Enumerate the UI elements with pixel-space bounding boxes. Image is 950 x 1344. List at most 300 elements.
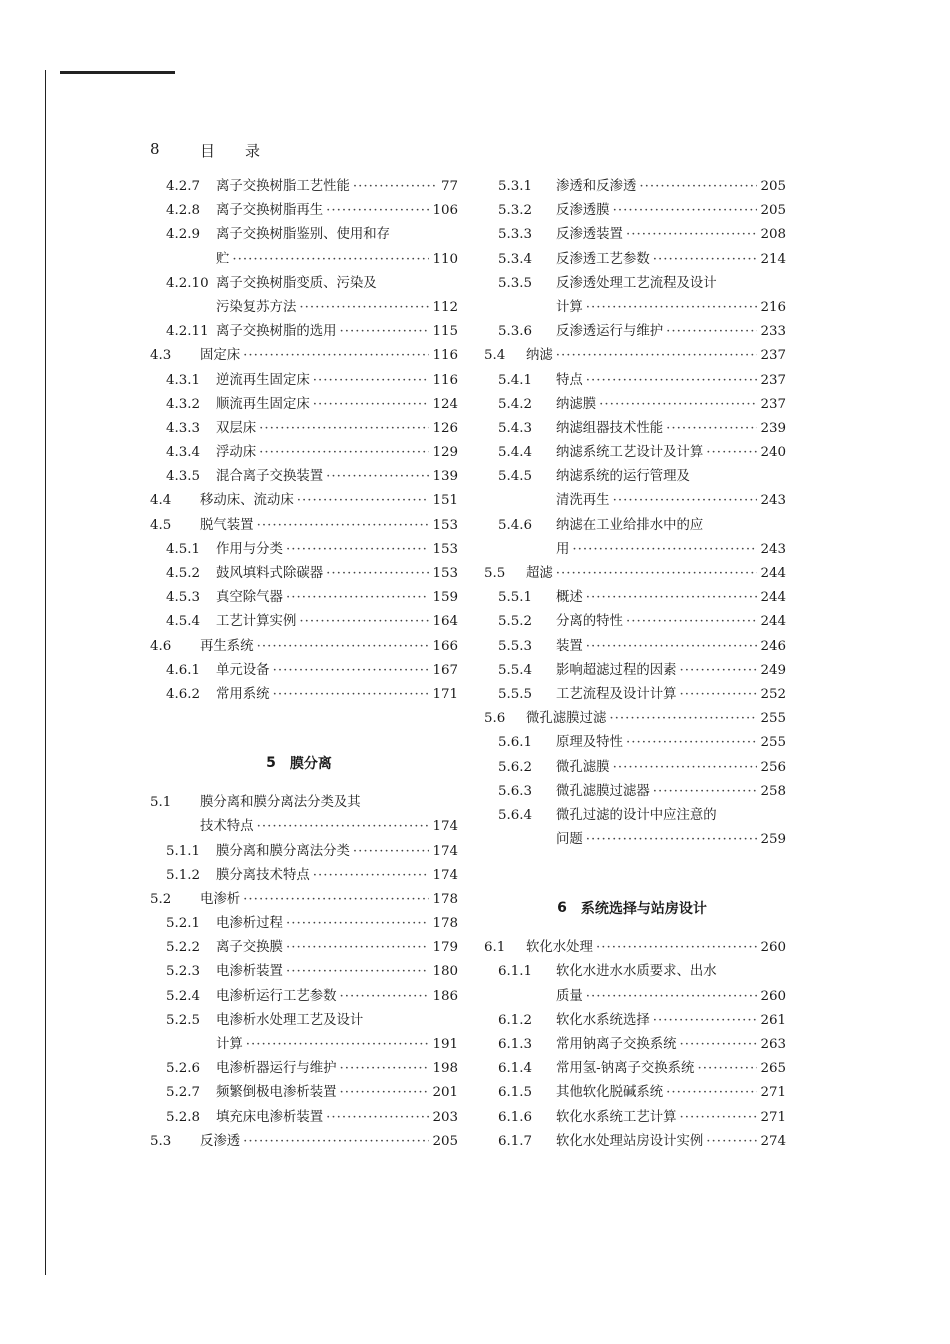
entry-body bbox=[556, 441, 786, 465]
leader-dots bbox=[586, 639, 758, 654]
leader-dots bbox=[313, 397, 430, 412]
entry-line bbox=[556, 1057, 786, 1081]
toc-entry[interactable] bbox=[140, 1057, 458, 1081]
section-title: 反渗透膜 bbox=[556, 203, 610, 219]
entry-line bbox=[556, 985, 786, 1009]
entry-line bbox=[216, 960, 458, 984]
entry-line bbox=[216, 199, 458, 223]
entry-body bbox=[200, 888, 458, 912]
toc-entry[interactable] bbox=[140, 199, 458, 223]
section-title: 常用系统 bbox=[216, 686, 270, 702]
entry-line bbox=[556, 465, 786, 489]
toc-entry[interactable] bbox=[140, 586, 458, 610]
toc-left-column bbox=[140, 175, 458, 1154]
toc-entry[interactable] bbox=[140, 791, 458, 839]
entry-body bbox=[556, 1081, 786, 1105]
entry-line bbox=[556, 393, 786, 417]
toc-entry[interactable] bbox=[140, 912, 458, 936]
section-number: 4.3.5 bbox=[166, 469, 201, 485]
entry-body bbox=[556, 320, 786, 344]
toc-entry[interactable] bbox=[478, 960, 786, 1008]
leader-dots bbox=[257, 518, 430, 533]
section-title: 反渗透处理工艺流程及设计 bbox=[556, 275, 717, 291]
section-number: 5.1.1 bbox=[166, 843, 201, 859]
entry-body bbox=[556, 960, 786, 1008]
leader-dots bbox=[353, 844, 430, 859]
leader-dots bbox=[232, 252, 429, 267]
section-title: 影响超滤过程的因素 bbox=[556, 662, 677, 678]
leader-dots bbox=[286, 964, 429, 979]
entry-body bbox=[556, 635, 786, 659]
entry-body bbox=[216, 1081, 458, 1105]
entry-body bbox=[556, 223, 786, 247]
toc-entry[interactable] bbox=[140, 320, 458, 344]
toc-entry[interactable] bbox=[478, 393, 786, 417]
page-ref: 112 bbox=[432, 299, 458, 315]
leader-dots bbox=[653, 784, 758, 799]
page-ref: 255 bbox=[760, 735, 786, 751]
entry-line bbox=[556, 514, 786, 538]
entry-line bbox=[200, 344, 458, 368]
section-title: 软化水处理 bbox=[526, 940, 593, 956]
section-number: 4.2.8 bbox=[166, 203, 201, 219]
entry-body bbox=[556, 393, 786, 417]
toc-entry[interactable] bbox=[140, 175, 458, 199]
section-number: 5.2.2 bbox=[166, 940, 201, 956]
entry-body bbox=[216, 465, 458, 489]
page-ref: 153 bbox=[432, 566, 458, 581]
section-title: 贮 bbox=[216, 251, 230, 267]
page-ref: 201 bbox=[432, 1085, 458, 1101]
page-ref: 179 bbox=[432, 940, 458, 956]
toc-entry[interactable] bbox=[140, 683, 458, 707]
entry-body bbox=[216, 538, 458, 562]
page-ref: 126 bbox=[432, 420, 458, 436]
page-ref: 237 bbox=[760, 348, 786, 364]
section-number: 5.5.3 bbox=[498, 638, 533, 654]
page-ref: 171 bbox=[432, 686, 458, 702]
toc-entry[interactable] bbox=[478, 175, 786, 199]
entry-line bbox=[200, 514, 458, 538]
toc-entry[interactable] bbox=[140, 489, 458, 513]
entry-body bbox=[216, 417, 458, 441]
page-ref: 164 bbox=[432, 614, 458, 630]
entry-body bbox=[200, 489, 458, 513]
entry-line bbox=[200, 1130, 458, 1154]
section-title: 双层床 bbox=[216, 420, 257, 436]
section-title: 软化水系统选择 bbox=[556, 1012, 650, 1028]
leader-dots bbox=[273, 663, 430, 678]
chapter-spacer bbox=[478, 852, 786, 880]
page-ref: 239 bbox=[760, 420, 786, 436]
page-ref: 249 bbox=[760, 662, 786, 678]
section-number: 5.3 bbox=[150, 1133, 172, 1149]
page-ref: 258 bbox=[760, 783, 786, 799]
leader-dots bbox=[613, 493, 758, 508]
section-number: 4.6 bbox=[150, 638, 172, 654]
toc-entry[interactable] bbox=[478, 586, 786, 610]
leader-dots bbox=[680, 1037, 758, 1052]
page-ref: 178 bbox=[432, 891, 458, 907]
page-ref: 246 bbox=[760, 638, 786, 654]
entry-body bbox=[556, 756, 786, 780]
toc-entry[interactable] bbox=[478, 344, 786, 368]
entry-line bbox=[216, 1009, 458, 1033]
entry-body bbox=[216, 610, 458, 634]
leader-dots bbox=[586, 989, 758, 1004]
section-number: 4.3.1 bbox=[166, 372, 201, 388]
toc-entry[interactable] bbox=[478, 804, 786, 852]
top-rule bbox=[60, 71, 175, 74]
entry-body bbox=[526, 707, 786, 731]
page-ref: 252 bbox=[760, 686, 786, 702]
entry-line bbox=[216, 1033, 458, 1057]
toc-entry[interactable] bbox=[140, 840, 458, 864]
toc-entry[interactable] bbox=[140, 562, 458, 586]
entry-body bbox=[216, 912, 458, 936]
toc-entry[interactable] bbox=[140, 864, 458, 888]
toc-entry[interactable] bbox=[140, 393, 458, 417]
leader-dots bbox=[340, 989, 430, 1004]
toc-entry[interactable] bbox=[140, 417, 458, 441]
section-number: 4.2.10 bbox=[166, 275, 209, 291]
toc-entry[interactable] bbox=[478, 1057, 786, 1081]
entry-line bbox=[216, 840, 458, 864]
entry-body bbox=[526, 344, 786, 368]
leader-dots bbox=[257, 639, 430, 654]
entry-line bbox=[216, 175, 458, 199]
toc-entry[interactable] bbox=[478, 756, 786, 780]
page-ref: 214 bbox=[760, 251, 786, 267]
section-title: 浮动床 bbox=[216, 445, 257, 461]
toc-entry[interactable] bbox=[478, 1081, 786, 1105]
toc-entry[interactable] bbox=[478, 199, 786, 223]
entry-line bbox=[216, 465, 458, 489]
section-title: 真空除气器 bbox=[216, 590, 283, 606]
toc-entry[interactable] bbox=[478, 936, 786, 960]
section-title: 频繁倒极电渗析装置 bbox=[216, 1085, 337, 1101]
entry-body bbox=[216, 393, 458, 417]
toc-entry[interactable] bbox=[140, 659, 458, 683]
leader-dots bbox=[666, 421, 757, 436]
toc-entry[interactable] bbox=[140, 538, 458, 562]
toc-entry[interactable] bbox=[478, 320, 786, 344]
section-number: 6.1 bbox=[484, 940, 506, 956]
leader-dots bbox=[297, 493, 430, 508]
page-ref: 205 bbox=[760, 203, 786, 219]
toc-entry[interactable] bbox=[140, 441, 458, 465]
entry-body bbox=[216, 272, 458, 320]
entry-line bbox=[556, 960, 786, 984]
entry-line bbox=[556, 441, 786, 465]
entry-body bbox=[556, 1130, 786, 1154]
entry-line bbox=[556, 731, 786, 755]
entry-body bbox=[200, 791, 458, 839]
entry-body bbox=[200, 514, 458, 538]
entry-body bbox=[556, 804, 786, 852]
chapter-number: 5 bbox=[266, 755, 276, 772]
leader-dots bbox=[299, 614, 429, 629]
page-ref: 124 bbox=[432, 396, 458, 412]
toc-entry[interactable] bbox=[478, 417, 786, 441]
entry-line bbox=[216, 864, 458, 888]
page-ref: 271 bbox=[760, 1085, 786, 1101]
section-number: 5.5 bbox=[484, 566, 506, 581]
toc-entry[interactable] bbox=[478, 272, 786, 320]
section-title: 离子交换树脂的选用 bbox=[216, 324, 337, 340]
page-ref: 174 bbox=[432, 819, 458, 835]
entry-line bbox=[556, 1130, 786, 1154]
section-title: 分离的特性 bbox=[556, 614, 623, 630]
leader-dots bbox=[626, 227, 757, 242]
section-title: 离子交换膜 bbox=[216, 940, 283, 956]
toc-entry[interactable] bbox=[478, 248, 786, 272]
page-ref: 191 bbox=[432, 1037, 458, 1052]
page-ref: 260 bbox=[760, 988, 786, 1004]
entry-body bbox=[216, 840, 458, 864]
entry-line bbox=[556, 417, 786, 441]
section-title: 离子交换树脂工艺性能 bbox=[216, 179, 350, 194]
entry-line bbox=[526, 936, 786, 960]
toc-entry[interactable] bbox=[478, 731, 786, 755]
section-title: 膜分离和膜分离法分类及其 bbox=[200, 795, 361, 811]
chapter-title: 系统选择与站房设计 bbox=[580, 901, 707, 918]
leader-dots bbox=[599, 397, 757, 412]
section-number: 4.6.2 bbox=[166, 686, 201, 702]
toc-entry[interactable] bbox=[140, 936, 458, 960]
entry-body bbox=[556, 1009, 786, 1033]
toc-entry[interactable] bbox=[140, 985, 458, 1009]
toc-entry[interactable] bbox=[140, 272, 458, 320]
section-title: 常用钠离子交换系统 bbox=[556, 1037, 677, 1052]
toc-entry[interactable] bbox=[140, 610, 458, 634]
section-title: 反渗透运行与维护 bbox=[556, 324, 664, 340]
page-ref: 244 bbox=[760, 614, 786, 630]
leader-dots bbox=[556, 348, 758, 363]
leader-dots bbox=[697, 1061, 757, 1076]
section-number: 5.2.7 bbox=[166, 1085, 201, 1101]
leader-dots bbox=[666, 1085, 757, 1100]
toc-entry[interactable] bbox=[140, 960, 458, 984]
section-number: 6.1.6 bbox=[498, 1109, 533, 1125]
leader-dots bbox=[609, 711, 757, 726]
entry-line bbox=[216, 538, 458, 562]
section-number: 4.3.4 bbox=[166, 445, 201, 461]
page-ref: 274 bbox=[760, 1133, 786, 1149]
toc-entry[interactable] bbox=[140, 1009, 458, 1057]
leader-dots bbox=[340, 1061, 430, 1076]
page-ref: 153 bbox=[432, 517, 458, 533]
entry-body bbox=[556, 272, 786, 320]
section-title: 清洗再生 bbox=[556, 493, 610, 509]
entry-body bbox=[556, 175, 786, 199]
page-ref: 166 bbox=[432, 638, 458, 654]
entry-body bbox=[216, 960, 458, 984]
leader-dots bbox=[326, 469, 429, 484]
toc-entry[interactable] bbox=[478, 635, 786, 659]
toc-entry[interactable] bbox=[478, 562, 786, 586]
entry-line bbox=[200, 489, 458, 513]
entry-line bbox=[216, 1057, 458, 1081]
entry-body bbox=[216, 586, 458, 610]
toc-entry[interactable] bbox=[140, 369, 458, 393]
entry-line bbox=[216, 610, 458, 634]
toc-entry[interactable] bbox=[140, 1106, 458, 1130]
page-ref: 263 bbox=[760, 1037, 786, 1052]
section-number: 5.5.5 bbox=[498, 686, 533, 702]
entry-line bbox=[200, 815, 458, 839]
leader-dots bbox=[259, 445, 429, 460]
section-number: 6.1.4 bbox=[498, 1061, 533, 1077]
entry-line bbox=[556, 175, 786, 199]
section-title: 纳滤膜 bbox=[556, 396, 597, 412]
page-ref: 186 bbox=[432, 988, 458, 1004]
section-title: 反渗透工艺参数 bbox=[556, 251, 650, 267]
page-ref: 110 bbox=[432, 251, 458, 267]
section-title: 逆流再生固定床 bbox=[216, 372, 310, 388]
entry-line bbox=[556, 369, 786, 393]
section-title: 纳滤在工业给排水中的应 bbox=[556, 517, 704, 533]
leader-dots bbox=[680, 1110, 758, 1125]
leader-dots bbox=[259, 421, 429, 436]
toc-entry[interactable] bbox=[478, 683, 786, 707]
toc-entry[interactable] bbox=[478, 1130, 786, 1154]
toc-entry[interactable] bbox=[478, 465, 786, 513]
entry-body bbox=[556, 199, 786, 223]
entry-line bbox=[216, 272, 458, 296]
entry-body bbox=[216, 659, 458, 683]
entry-line bbox=[216, 320, 458, 344]
entry-body bbox=[216, 320, 458, 344]
page-ref: 255 bbox=[760, 711, 786, 727]
section-number: 5.5.4 bbox=[498, 662, 533, 678]
page-ref: 244 bbox=[760, 590, 786, 606]
toc-entry[interactable] bbox=[478, 780, 786, 804]
leader-dots bbox=[340, 324, 430, 339]
section-number: 6.1.7 bbox=[498, 1133, 533, 1149]
leader-dots bbox=[340, 1085, 430, 1100]
entry-body bbox=[556, 683, 786, 707]
entry-body bbox=[216, 441, 458, 465]
toc-entry[interactable] bbox=[478, 659, 786, 683]
section-title: 再生系统 bbox=[200, 638, 254, 654]
section-number: 5.4.4 bbox=[498, 445, 533, 461]
page-ref: 216 bbox=[760, 299, 786, 315]
section-number: 5.6.2 bbox=[498, 759, 533, 775]
toc-entry[interactable] bbox=[478, 1106, 786, 1130]
entry-line bbox=[216, 659, 458, 683]
section-title: 离子交换树脂鉴别、使用和存 bbox=[216, 227, 391, 243]
leader-dots bbox=[586, 590, 758, 605]
entry-line bbox=[556, 223, 786, 247]
toc-entry[interactable] bbox=[478, 441, 786, 465]
toc-entry[interactable] bbox=[140, 888, 458, 912]
page-ref: 174 bbox=[432, 843, 458, 859]
entry-body bbox=[216, 683, 458, 707]
entry-line bbox=[526, 562, 786, 586]
section-title: 纳滤 bbox=[526, 348, 553, 364]
section-number: 5.2.5 bbox=[166, 1012, 201, 1028]
toc-entry[interactable] bbox=[478, 1009, 786, 1033]
toc-entry[interactable] bbox=[478, 223, 786, 247]
section-title: 电渗析装置 bbox=[216, 964, 283, 980]
section-title: 软化水进水水质要求、出水 bbox=[556, 964, 717, 980]
section-number: 5.3.6 bbox=[498, 324, 533, 340]
section-number: 5.1.2 bbox=[166, 867, 201, 883]
toc-entry[interactable] bbox=[478, 369, 786, 393]
toc-entry[interactable] bbox=[140, 465, 458, 489]
toc-entry[interactable] bbox=[140, 1130, 458, 1154]
entry-body bbox=[216, 864, 458, 888]
section-number: 4.5.4 bbox=[166, 614, 201, 630]
entry-line bbox=[526, 707, 786, 731]
page-ref: 271 bbox=[760, 1109, 786, 1125]
page-ref: 205 bbox=[760, 179, 786, 194]
leader-dots bbox=[243, 348, 429, 363]
section-title: 离子交换树脂再生 bbox=[216, 203, 324, 219]
toc-entry[interactable] bbox=[140, 1081, 458, 1105]
section-title: 概述 bbox=[556, 590, 583, 606]
leader-dots bbox=[286, 916, 429, 931]
section-number: 5.4.6 bbox=[498, 517, 533, 533]
section-number: 6.1.5 bbox=[498, 1085, 533, 1101]
section-number: 5.2.6 bbox=[166, 1061, 201, 1077]
section-number: 5.3.2 bbox=[498, 203, 533, 219]
toc-entry[interactable] bbox=[478, 1033, 786, 1057]
leader-dots bbox=[326, 1110, 429, 1125]
toc-entry[interactable] bbox=[140, 344, 458, 368]
section-number: 4.5.1 bbox=[166, 541, 201, 557]
leader-dots bbox=[626, 735, 757, 750]
leader-dots bbox=[706, 445, 757, 460]
entry-line bbox=[200, 791, 458, 815]
section-number: 5.6.4 bbox=[498, 807, 533, 823]
page-ref: 208 bbox=[760, 227, 786, 243]
section-title: 膜分离技术特点 bbox=[216, 867, 310, 883]
page-ref: 259 bbox=[760, 832, 786, 848]
entry-line bbox=[556, 683, 786, 707]
leader-dots bbox=[706, 1134, 757, 1149]
toc-entry[interactable] bbox=[140, 514, 458, 538]
section-number: 4.3.3 bbox=[166, 420, 201, 436]
toc-entry[interactable] bbox=[140, 635, 458, 659]
leader-dots bbox=[653, 252, 758, 267]
leader-dots bbox=[326, 203, 429, 218]
toc-entry[interactable] bbox=[140, 223, 458, 271]
section-title: 电渗析器运行与维护 bbox=[216, 1061, 337, 1077]
entry-line bbox=[216, 296, 458, 320]
toc-entry[interactable] bbox=[478, 707, 786, 731]
entry-line bbox=[216, 417, 458, 441]
section-title: 工艺计算实例 bbox=[216, 614, 297, 630]
toc-entry[interactable] bbox=[478, 610, 786, 634]
page-ref: 243 bbox=[760, 493, 786, 509]
section-number: 5.5.2 bbox=[498, 614, 533, 630]
leader-dots bbox=[286, 542, 429, 557]
section-title: 微孔滤膜过滤器 bbox=[556, 783, 650, 799]
page-ref: 167 bbox=[432, 662, 458, 678]
entry-line bbox=[216, 912, 458, 936]
leader-dots bbox=[286, 590, 429, 605]
entry-line bbox=[556, 828, 786, 852]
section-title: 鼓风填料式除碳器 bbox=[216, 566, 324, 581]
leader-dots bbox=[326, 566, 429, 581]
toc-entry[interactable] bbox=[478, 514, 786, 562]
entry-body bbox=[556, 586, 786, 610]
page-ref: 116 bbox=[432, 348, 458, 364]
page-ref: 116 bbox=[432, 372, 458, 388]
chapter-number: 6 bbox=[557, 900, 567, 917]
